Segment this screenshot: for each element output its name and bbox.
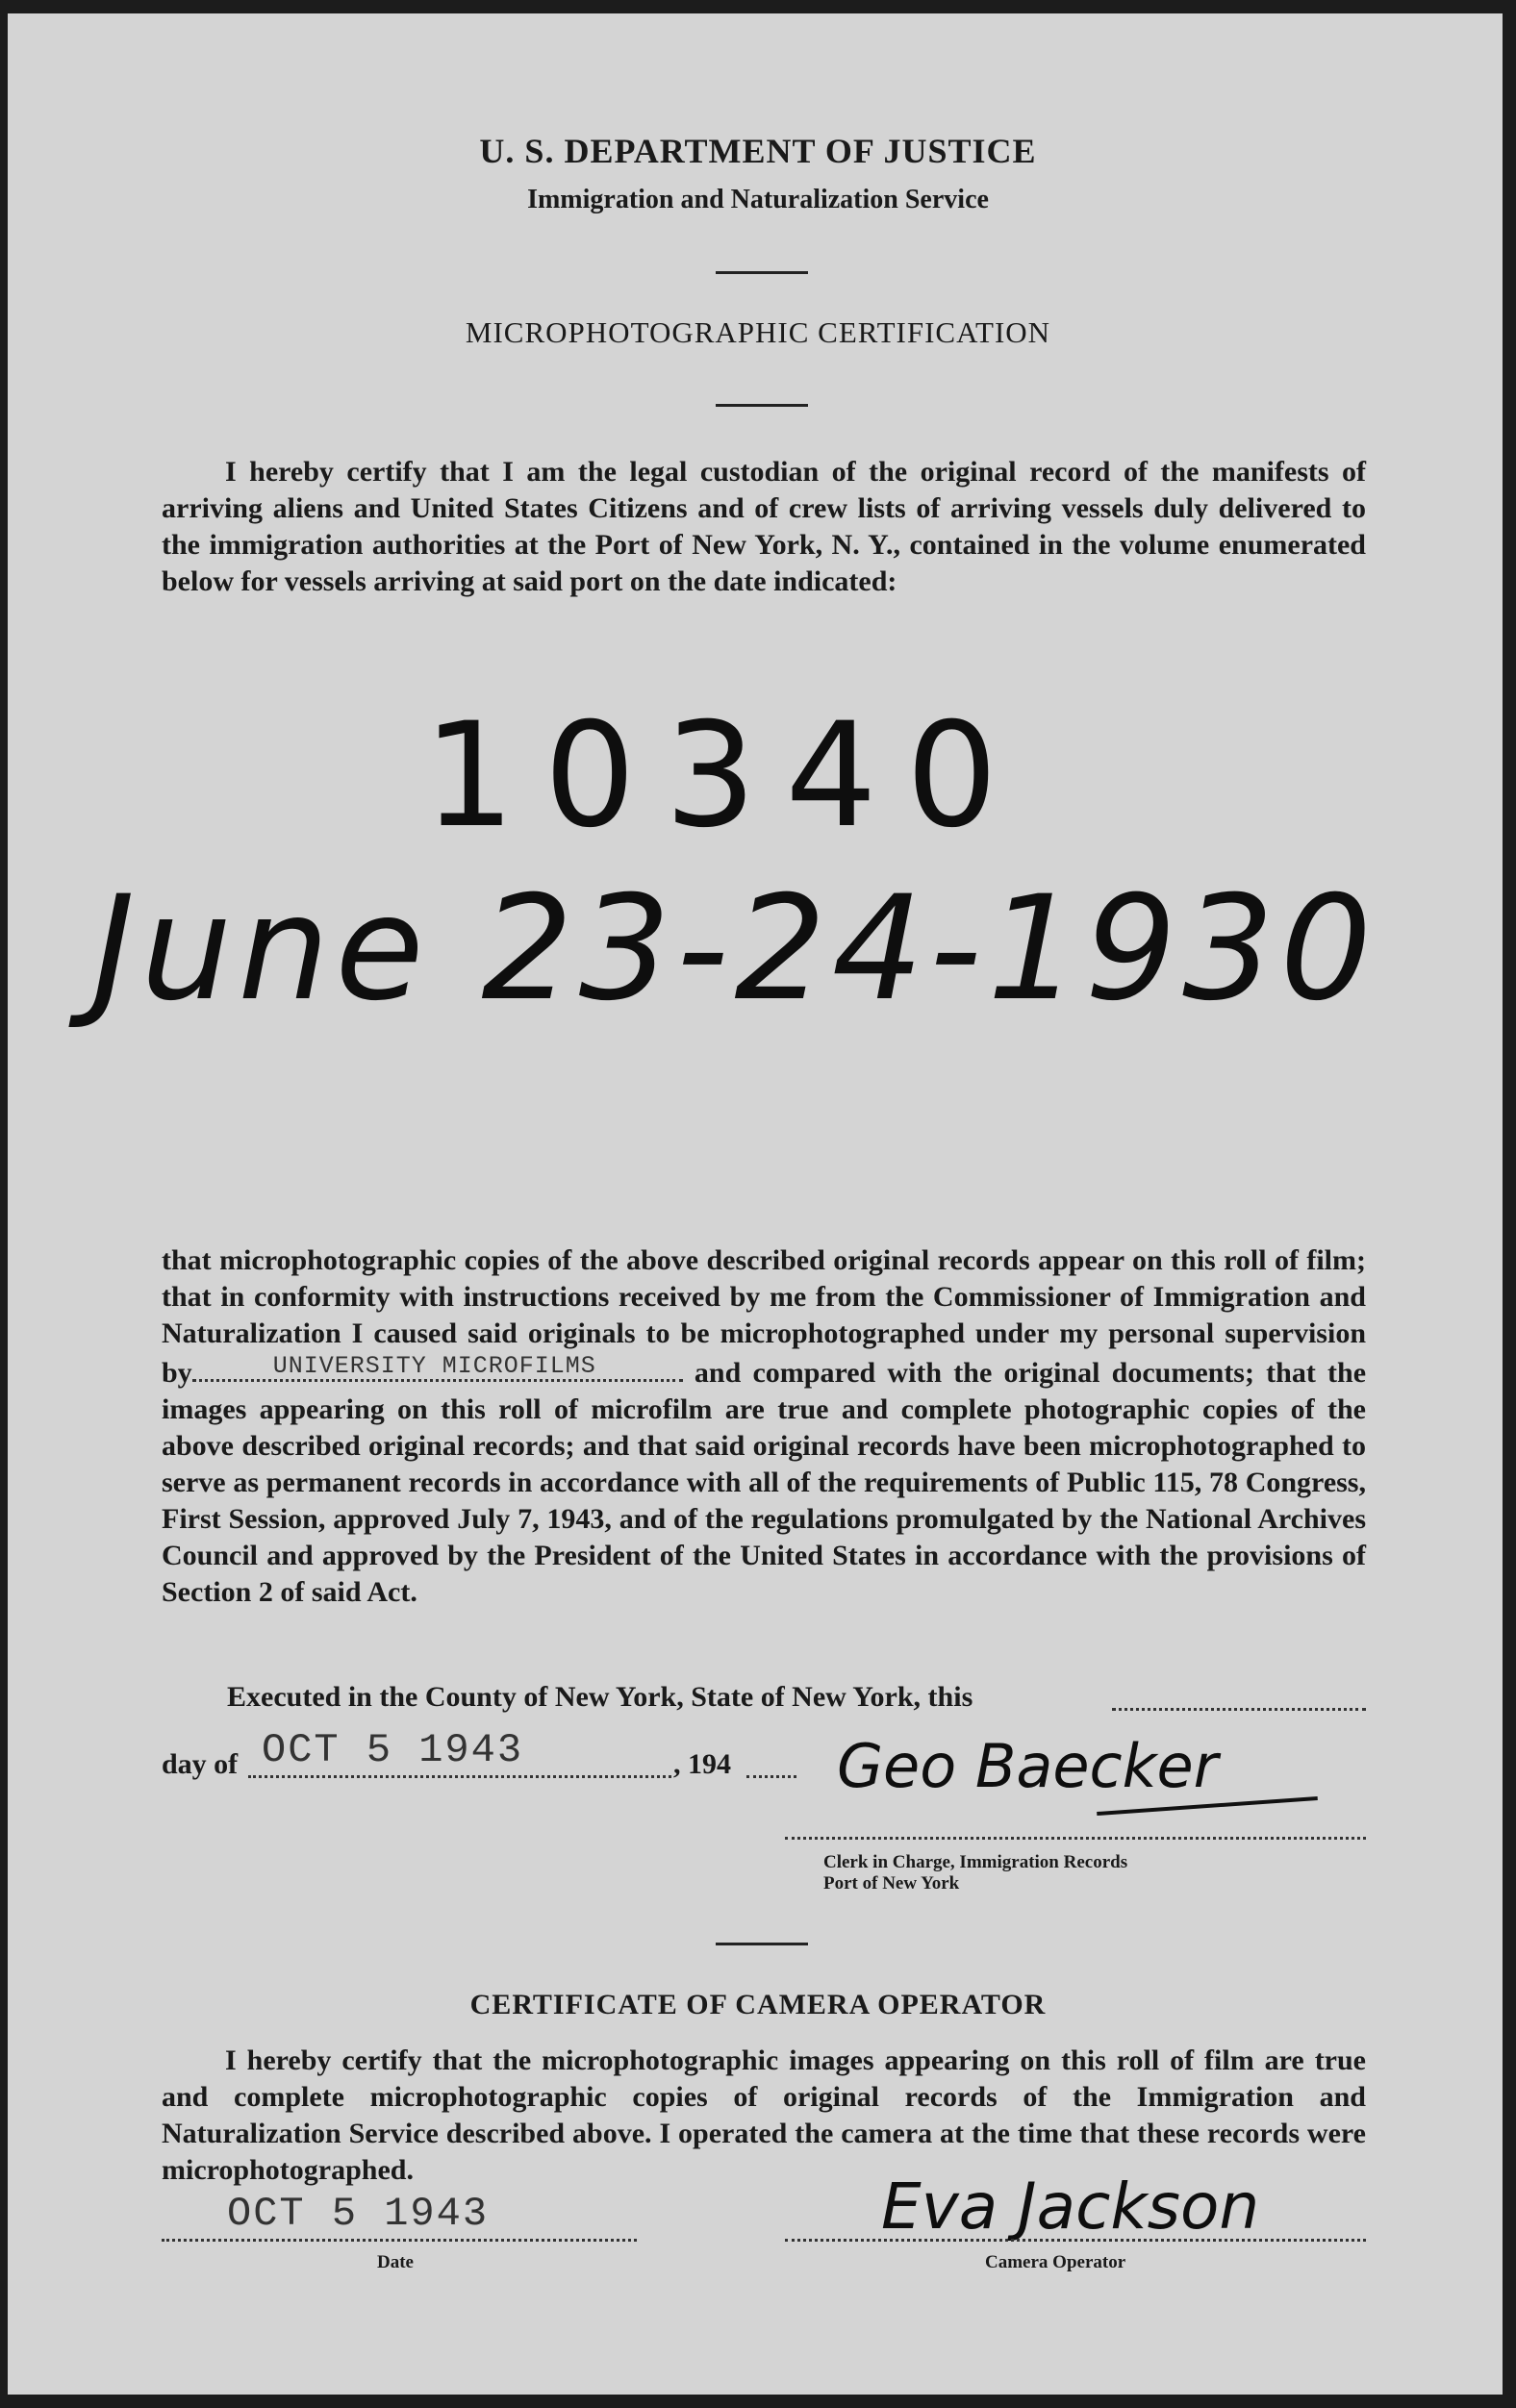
operator-signature-line [785,2239,1366,2242]
date-dotted-line [162,2239,637,2242]
camera-operator-text: I hereby certify that the microphotographic images appearing on this roll of film are true and complete microphotographic copies of original records of the Immigration and Naturalization Service described above. I operated the camera at the time that these records were microphotographed. [162,2044,1366,2186]
handwritten-date: June 23-24-1930 [92,865,1378,1033]
clerk-title-line1: Clerk in Charge, Immigration Records [823,1852,1128,1872]
stamped-date-execution: OCT 5 1943 [262,1727,524,1773]
body-paragraph [162,1242,1366,1611]
camera-operator-signature: Eva Jackson [881,2170,1260,2244]
day-dotted-line [248,1775,671,1778]
body-text-part2: and compared with the original documents; that the images appearing on this roll of microfilm are true and complete photographic copies of the above described original records; and that said original records have been microphotographed to serve as permanent records in accordance with all of the requirements of Public 115, 78 Congress, First Session, approved July 7, 1943, and of the regulations promulgated by the National Archives Council and approved by the President of the United States in accordance with the provisions of Section 2 of said Act. [162,1357,1367,1608]
clerk-signature-line [785,1837,1366,1840]
operator-label: Camera Operator [985,2252,1126,2272]
divider [716,271,808,274]
clerk-signature: Geo Baecker [837,1731,1219,1801]
department-title: U. S. DEPARTMENT OF JUSTICE [479,132,1037,170]
microfilm-company-line [192,1352,683,1382]
intro-paragraph [162,454,1366,600]
stamped-date-camera: OCT 5 1943 [227,2191,490,2237]
certification-title: MICROPHOTOGRAPHIC CERTIFICATION [465,315,1051,349]
date-label: Date [377,2252,414,2272]
handwritten-volume-number: 10340 [423,692,1027,860]
camera-operator-title: CERTIFICATE OF CAMERA OPERATOR [469,1989,1047,2020]
intro-text: I hereby certify that I am the legal custodian of the original record of the manifests of arriving aliens and United States Citizens and of crew lists of arriving vessels duly delivered to the immigration authorities at the Port of New York, N. Y., contained in the volume enumerated below for vessels arriving at said port on the date indicated: [162,456,1366,597]
year-prefix: , 194 [673,1748,731,1780]
camera-operator-paragraph [162,2043,1366,2189]
clerk-title-line2: Port of New York [823,1873,960,1894]
service-subtitle: Immigration and Naturalization Service [527,185,989,214]
microfilm-company-stamp: UNIVERSITY MICROFILMS [272,1352,596,1380]
day-of-label: day of [162,1748,239,1780]
year-dotted-line [746,1775,796,1778]
divider [716,404,808,407]
execution-dotted-line [1112,1708,1366,1711]
divider [716,1943,808,1945]
executed-text: Executed in the County of New York, State of New York, this [227,1681,973,1713]
body-text-part1: that microphotographic copies of the above described original records appear on this roll of film; that in conformity with instructions received by me from the Commissioner of Immigration and Naturalization I caused said originals to be microphotographed under my personal supervision by [162,1244,1366,1389]
